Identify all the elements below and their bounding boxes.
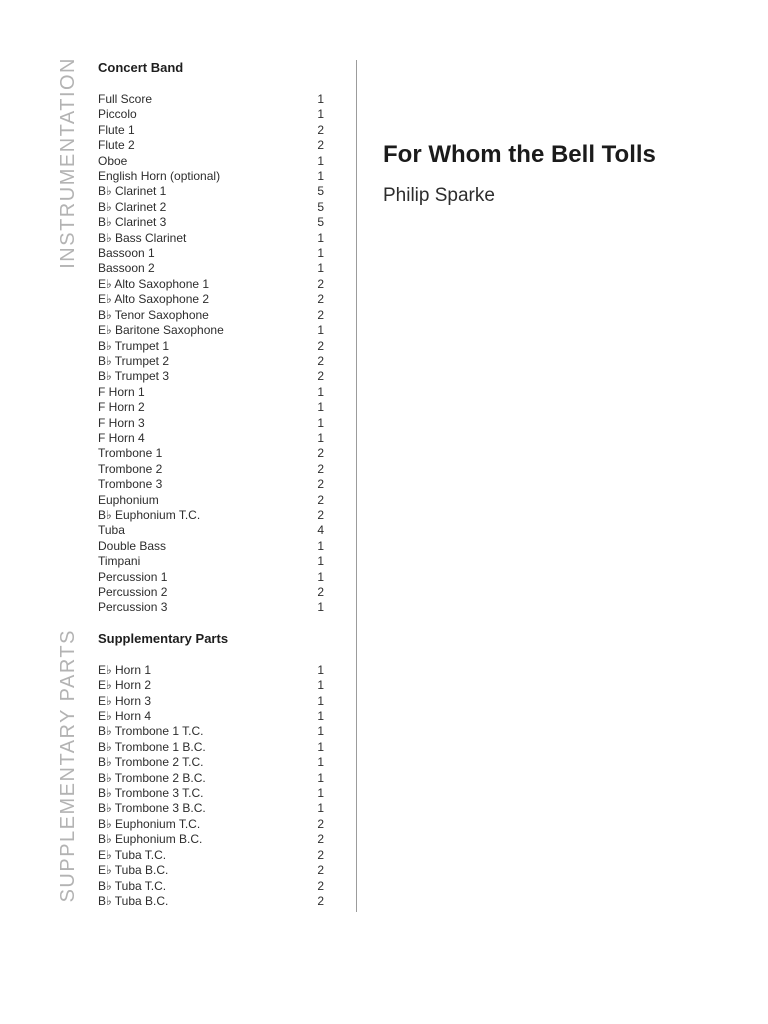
instrument-name: E♭ Horn 2 [98,678,152,693]
instrument-row [98,123,324,138]
instrument-quantity: 1 [317,323,324,338]
instrument-quantity: 2 [317,446,324,461]
instrument-quantity: 2 [317,832,324,847]
instrument-row [98,308,324,323]
instrument-row [98,678,324,693]
instrument-row [98,863,324,878]
instrument-name: B♭ Euphonium B.C. [98,832,203,847]
instrument-quantity: 2 [317,893,324,908]
instrument-quantity: 2 [317,138,324,153]
instrument-name: B♭ Trombone 2 T.C. [98,755,204,770]
instrument-name: B♭ Trumpet 3 [98,369,170,384]
instrument-row [98,354,324,369]
instrument-quantity: 2 [317,307,324,322]
instrument-name: Euphonium [98,492,159,507]
instrument-name: Tuba [98,523,125,538]
instrument-name: B♭ Euphonium T.C. [98,507,201,522]
instrument-quantity: 1 [317,724,324,739]
instrument-name: Trombone 1 [98,446,163,461]
instrument-quantity: 2 [317,353,324,368]
instrument-quantity: 1 [317,569,324,584]
instrument-quantity: 1 [317,801,324,816]
instrument-row [98,786,324,801]
title-block [383,141,743,207]
instrument-quantity: 2 [317,292,324,307]
instrument-row [98,200,324,215]
instrument-quantity: 1 [317,709,324,724]
instrument-quantity: 1 [317,415,324,430]
instrument-name: F Horn 1 [98,384,145,399]
instrument-name: Full Score [98,92,153,106]
instrument-name: B♭ Tuba B.C. [98,893,169,908]
instrument-name: Bassoon 1 [98,246,155,261]
instrument-quantity: 1 [317,770,324,785]
instrument-name: B♭ Trombone 1 B.C. [98,739,206,754]
instrument-row [98,570,324,585]
instrument-row [98,323,324,338]
instrument-quantity: 1 [317,430,324,445]
instrument-quantity: 1 [317,662,324,677]
instrument-name: B♭ Trombone 1 T.C. [98,724,204,739]
instrument-row [98,462,324,477]
instrument-quantity: 2 [317,276,324,291]
instrument-row [98,369,324,384]
instrument-name: F Horn 4 [98,430,145,445]
section-heading: Supplementary Parts [98,630,229,646]
instrument-quantity: 2 [317,122,324,137]
instrument-row [98,231,324,246]
instrument-quantity: 1 [317,169,324,184]
instrument-name: Flute 2 [98,138,135,153]
instrument-name: Flute 1 [98,122,135,137]
instrument-row [98,539,324,554]
instrument-row [98,446,324,461]
instrument-quantity: 1 [317,400,324,415]
instrument-quantity: 2 [317,878,324,893]
instrument-name: Percussion 1 [98,569,168,584]
instrument-row [98,416,324,431]
instrument-row [98,585,324,600]
instrument-row [98,431,324,446]
instrument-name: B♭ Clarinet 3 [98,215,167,230]
instrument-quantity: 2 [317,369,324,384]
instrument-quantity: 5 [317,199,324,214]
instrument-name: Timpani [98,554,141,569]
instrument-name: Double Bass [98,538,167,553]
instrument-section [98,60,324,616]
instrument-quantity: 1 [317,600,324,615]
instrument-name: English Horn (optional) [98,169,221,184]
instrument-name: B♭ Trombone 3 B.C. [98,801,206,816]
instrument-section [98,631,324,910]
instrument-quantity: 1 [317,554,324,569]
instrument-name: E♭ Baritone Saxophone [98,323,224,338]
instrument-row [98,400,324,415]
instrument-quantity: 5 [317,215,324,230]
instrument-row [98,169,324,184]
instrument-row [98,801,324,816]
instrument-row [98,694,324,709]
instrument-row [98,385,324,400]
instrument-quantity: 1 [317,678,324,693]
instrument-row [98,107,324,122]
instrument-name: E♭ Horn 4 [98,709,152,724]
instrument-row [98,848,324,863]
instrument-quantity: 1 [317,755,324,770]
instrument-row [98,709,324,724]
instrument-quantity: 1 [317,92,324,106]
instrument-quantity: 1 [317,107,324,122]
vertical-divider [356,60,357,912]
instrument-quantity: 5 [317,184,324,199]
instrument-name: B♭ Trumpet 2 [98,353,170,368]
instrument-name: B♭ Trombone 2 B.C. [98,770,206,785]
instrument-name: B♭ Clarinet 1 [98,184,167,199]
instrument-name: B♭ Tuba T.C. [98,878,167,893]
instrument-name: E♭ Tuba B.C. [98,863,169,878]
instrument-name: E♭ Alto Saxophone 2 [98,292,210,307]
instrument-quantity: 1 [317,384,324,399]
instrument-row [98,755,324,770]
vertical-label-supplementary-parts: SUPPLEMENTARY PARTS [57,629,79,903]
instrument-row [98,879,324,894]
instrument-name: Trombone 3 [98,477,163,492]
instrument-row [98,261,324,276]
instrument-quantity: 2 [317,816,324,831]
instrument-quantity: 2 [317,847,324,862]
section-rows [98,663,324,910]
instrument-name: Percussion 3 [98,600,168,615]
vertical-label-instrumentation: INSTRUMENTATION [57,57,79,269]
instrument-quantity: 2 [317,338,324,353]
instrument-row [98,138,324,153]
instrument-name: B♭ Bass Clarinet [98,230,187,245]
instrument-name: B♭ Euphonium T.C. [98,816,201,831]
instrument-row [98,663,324,678]
instrument-quantity: 2 [317,477,324,492]
instrument-name: Oboe [98,153,128,168]
instrument-row [98,771,324,786]
instrument-row [98,817,324,832]
instrument-row [98,154,324,169]
section-heading: Concert Band [98,60,184,75]
instrument-name: Percussion 2 [98,585,168,599]
instrument-quantity: 1 [317,786,324,801]
instrument-row [98,215,324,230]
instrument-quantity: 2 [317,461,324,476]
instrument-row [98,508,324,523]
instrument-name: B♭ Tenor Saxophone [98,307,209,322]
instrument-row [98,832,324,847]
instrument-name: B♭ Clarinet 2 [98,199,167,214]
instrument-row [98,740,324,755]
instrument-row [98,246,324,261]
instrument-name: E♭ Tuba T.C. [98,847,167,862]
instrument-row [98,523,324,538]
instrument-row [98,292,324,307]
instrument-quantity: 2 [317,507,324,522]
instrument-row [98,894,324,909]
instrument-quantity: 1 [317,739,324,754]
instrument-name: E♭ Alto Saxophone 1 [98,276,210,291]
instrument-quantity: 1 [317,693,324,708]
instrument-name: B♭ Trumpet 1 [98,338,170,353]
instrument-list-column [98,60,324,909]
instrument-row [98,92,324,107]
instrument-name: F Horn 2 [98,400,145,415]
instrument-quantity: 4 [317,523,324,538]
instrument-name: E♭ Horn 3 [98,693,152,708]
instrument-quantity: 1 [317,261,324,276]
instrument-name: B♭ Trombone 3 T.C. [98,786,204,801]
instrument-name: Bassoon 2 [98,261,155,276]
instrument-quantity: 1 [317,246,324,261]
instrument-row [98,493,324,508]
instrument-name: Trombone 2 [98,461,163,476]
composer-name: Philip Sparke [383,185,495,206]
instrument-quantity: 2 [317,492,324,507]
instrument-row [98,477,324,492]
instrument-row [98,600,324,615]
instrument-row [98,339,324,354]
section-rows [98,92,324,616]
instrument-row [98,184,324,199]
instrument-name: E♭ Horn 1 [98,662,152,677]
instrument-quantity: 1 [317,230,324,245]
work-title: For Whom the Bell Tolls [383,141,656,168]
instrument-row [98,277,324,292]
instrument-quantity: 2 [317,863,324,878]
instrument-row [98,724,324,739]
instrument-name: Piccolo [98,107,137,122]
instrument-quantity: 1 [317,538,324,553]
instrument-name: F Horn 3 [98,415,145,430]
instrument-quantity: 1 [317,153,324,168]
instrument-quantity: 2 [317,585,324,599]
instrument-row [98,554,324,569]
